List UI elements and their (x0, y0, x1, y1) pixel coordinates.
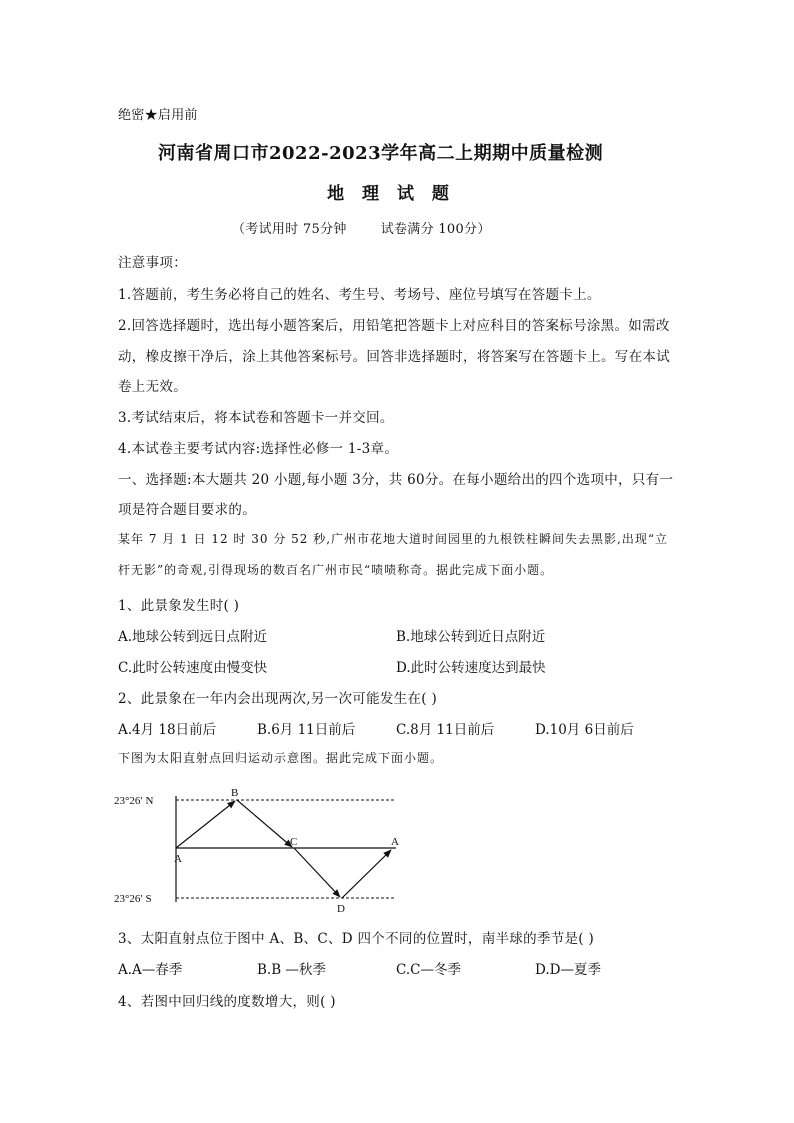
question-1-option-d: D.此时公转速度达到最快 (396, 660, 546, 676)
material-2: 下图为太阳直射点回归运动示意图。据此完成下面小题。 (118, 751, 444, 765)
question-4-stem: 4、若图中回归线的度数增大，则( ) (118, 994, 336, 1010)
question-1-option-b: B.地球公转到近日点附近 (396, 629, 546, 645)
point-c-label: C (290, 836, 298, 848)
note-item-2-line-3: 卷上无效。 (118, 379, 187, 395)
question-3-option-c: C.C—冬季 (396, 962, 461, 978)
arrow-c-to-d (294, 848, 340, 897)
question-2-stem: 2、此景象在一年内会出现两次,另一次可能发生在( ) (118, 691, 438, 707)
note-item-3: 3.考试结束后，将本试卷和答题卡一并交回。 (118, 410, 394, 426)
section-1-instructions-line-2: 项是符合题目要求的。 (118, 502, 256, 518)
arrow-b-to-c (237, 800, 292, 847)
material-1-line-1: 某年 7 月 1 日 12 时 30 分 52 秒,广州市花地大道时间园里的九根铁柱瞬间失去黑影,出现“立 (118, 532, 668, 546)
question-2-option-a: A.4月 18日前后 (118, 722, 217, 738)
point-d-label: D (337, 903, 345, 915)
point-a-end-label: A (391, 836, 399, 848)
section-1-instructions-line-1: 一、选择题:本大题共 20 小题,每小题 3分，共 60分。在每小题给出的四个选项中，只有一 (118, 472, 674, 488)
question-1-stem: 1、此景象发生时( ) (118, 598, 240, 614)
solar-direct-point-migration-diagram (114, 784, 414, 916)
question-3-option-a: A.A—春季 (118, 962, 183, 978)
tropic-north-label: 23°26′ N (114, 795, 154, 807)
arrow-a-to-b (176, 801, 235, 848)
question-3-stem: 3、太阳直射点位于图中 A、B、C、D 四个不同的位置时，南半球的季节是( ) (118, 931, 595, 947)
note-item-4: 4.本试卷主要考试内容:选择性必修一 1-3章。 (118, 441, 399, 457)
point-a-label: A (174, 853, 182, 865)
note-item-2-line-1: 2.回答选择题时，选出每小题答案后，用铅笔把答题卡上对应科目的答案标号涂黑。如需改 (118, 318, 670, 334)
question-2-option-c: C.8月 11日前后 (396, 722, 495, 738)
confidential-mark: 绝密★启用前 (118, 108, 198, 123)
question-3-option-b: B.B —秋季 (257, 962, 326, 978)
notes-title: 注意事项： (118, 255, 187, 271)
question-1-option-c: C.此时公转速度由慢变快 (118, 660, 268, 676)
subject-title: 地 理 试 题 (327, 184, 455, 204)
note-item-2-line-2: 动，橡皮擦干净后，涂上其他答案标号。回答非选择题时，将答案写在答题卡上。写在本试 (118, 349, 670, 365)
arrow-d-to-a (342, 850, 391, 898)
tropic-south-label: 23°26′ S (114, 893, 152, 905)
exam-score: 试卷满分 100分） (380, 222, 491, 237)
question-2-option-b: B.6月 11日前后 (257, 722, 356, 738)
note-item-1: 1.答题前，考生务必将自己的姓名、考生号、考场号、座位号填写在答题卡上。 (118, 287, 601, 303)
material-1-line-2: 杆无影”的奇观,引得现场的数百名广州市民“啧啧称奇。据此完成下面小题。 (118, 563, 554, 577)
exam-info (232, 218, 491, 237)
question-2-option-d: D.10月 6日前后 (535, 722, 634, 738)
exam-time: （考试用时 75分钟 (232, 222, 347, 237)
question-3-option-d: D.D—夏季 (535, 962, 601, 978)
exam-title: 河南省周口市2022-2023学年高二上期期中质量检测 (158, 143, 604, 164)
question-1-option-a: A.地球公转到远日点附近 (118, 629, 268, 645)
point-b-label: B (231, 787, 239, 799)
